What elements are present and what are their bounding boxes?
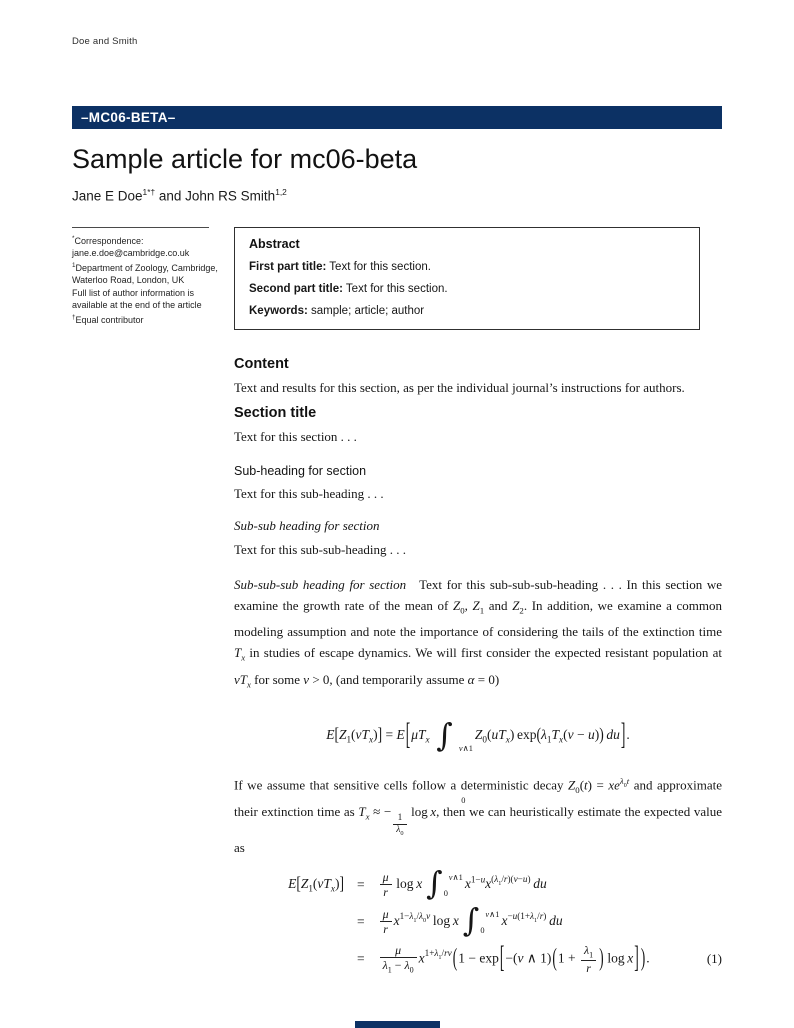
journal-banner [72, 106, 722, 129]
equals-sign: = [357, 913, 365, 929]
front-matter-columns [72, 227, 722, 330]
affiliation: $^1$Department of Zoology, Cambridge, Waterloo Road, London, UK [72, 261, 218, 285]
equation-row-3 [234, 940, 722, 977]
heading-section-title: Section title [234, 404, 317, 421]
equation-rhs-2: $\frac{\mu}{r}$ $x^{1-\lambda_1/\lambda_0v}$ log x ∫ v∧1 0 $x^{-u(1+\lambda_1/r)}$ du [378, 907, 563, 937]
abstract-row-label: Keywords: [249, 304, 308, 317]
abstract-row-text: Text for this section. [342, 282, 448, 295]
author-line: Jane E Doe$^{1*\dagger}$ and John RS Smith$^{1,2}$ [72, 187, 287, 204]
correspondence-email: jane.e.doe@cambridge.co.uk [72, 248, 190, 258]
abstract-heading: Abstract [249, 236, 300, 251]
section-text: Text for this section . . . [234, 428, 357, 444]
content-intro: Text and results for this section, as per the individual journal’s instructions for authors. [234, 379, 685, 395]
banner-label: –MC06-BETA– [81, 110, 176, 125]
equation-rhs-3: $\frac{\mu}{\lambda_1 - \lambda_0}$ $x^{1+\lambda_1/rv}(1 - \exp[-(v$ ∧ 1)(1 + $\frac{\lambda_1}{r}$ ) log x] ). [378, 943, 650, 975]
correspondence-sidebar [72, 227, 222, 327]
equation-row-1 [234, 866, 722, 903]
subsubsection-text: Text for this sub-sub-heading . . . [234, 541, 407, 557]
correspondence-label: *Correspondence: [72, 234, 144, 246]
equation-rhs-1: $\frac{\mu}{r}$ log x ∫ v∧1 0 $x^{1-u}x^{(\lambda_1/r)(v-u)}$ du [378, 870, 547, 900]
equals-sign: = [357, 876, 365, 892]
footer-banner-cropped [355, 1021, 440, 1028]
abstract-row-keywords [249, 305, 685, 317]
abstract-row-second [249, 283, 685, 295]
paragraph-deterministic-decay: If we assume that sensitive cells follow a deterministic decay $Z_0(t) = xe^{\lambda_0t}$ and approximate their extinction time as $T_x$ ≈ − $\frac{1}{\lambda_0}$ log x, then we can heuristically estimate the expected value as [234, 776, 722, 856]
heading-subsection: Sub-heading for section [234, 463, 367, 478]
running-head: Doe and Smith [72, 36, 138, 47]
abstract-row-label: First part title: [249, 260, 327, 273]
subsection-text: Text for this sub-heading . . . [234, 485, 384, 501]
article-title: Sample article for mc06-beta [72, 144, 418, 174]
display-equation-aligned [234, 866, 722, 977]
author-info-note: Full list of author information is available at the end of the article [72, 287, 202, 310]
equation-number: (1) [706, 950, 722, 966]
paragraph-subsubsub: Sub-sub-sub heading for section Text for this sub-sub-sub-heading . . . In this section we examine the growth rate of the mean of $Z_0$, $Z_1$ and $Z_2$. In addition, we examine a common modeling assumption and note the importance of considering the tails of the extinction time $T_x$ in studies of escape dynamics. We will first consider the expected resistant population at $vT_x$ for some v > 0, (and temporarily assume α = 0) [234, 576, 723, 690]
equation-row-2 [234, 903, 722, 940]
abstract-row-label: Second part title: [249, 282, 343, 295]
heading-subsubsection: Sub-sub heading for section [234, 517, 380, 533]
main-column [234, 356, 722, 978]
heading-content: Content [234, 355, 289, 372]
equal-contributor-note: †Equal contributor [72, 313, 144, 325]
display-equation-expectation: $E[Z_1(vT_x)] = E[\mu T_x$ ∫ v∧1 0 $Z_0(uT_x) \exp(\lambda_1T_x(v - u))$ du]. [326, 717, 630, 806]
equals-sign: = [357, 950, 365, 966]
abstract-box [234, 227, 700, 330]
sidebar-rule [72, 227, 209, 228]
abstract-row-text: Text for this section. [326, 260, 431, 273]
abstract-row-first [249, 261, 685, 273]
abstract-row-text: sample; article; author [307, 304, 425, 317]
equation-lhs: $E[Z_1(vT_x)]$ [288, 873, 344, 894]
